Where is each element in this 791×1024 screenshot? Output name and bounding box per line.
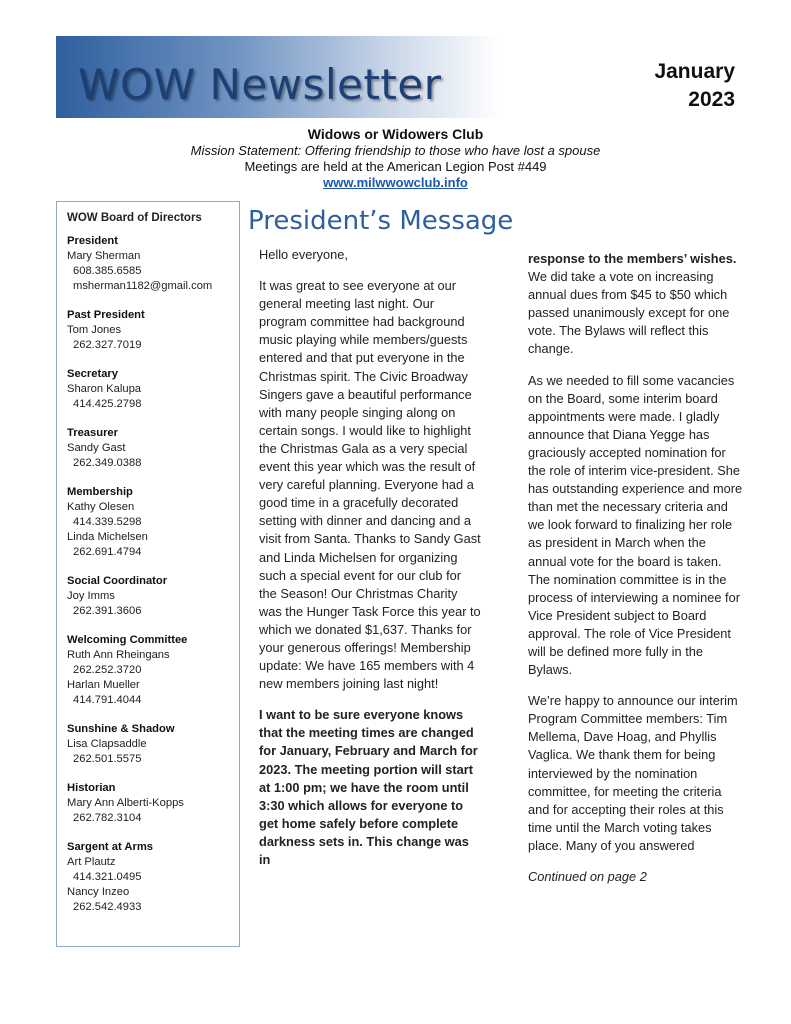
role-title: Treasurer (67, 427, 118, 439)
sidebar-title: WOW Board of Directors (67, 212, 202, 224)
role-title: Historian (67, 782, 116, 794)
board-role (67, 574, 239, 619)
member-name: Joy Imms (67, 590, 115, 602)
issue-year: 2023 (688, 88, 735, 111)
member-name: Ruth Ann Rheingans (67, 649, 170, 661)
member-name: Kathy Olesen (67, 501, 135, 513)
board-role (67, 308, 239, 353)
member-contact: 262.691.4794 (73, 546, 142, 558)
board-role (67, 234, 239, 294)
board-of-directors-sidebar (56, 201, 240, 947)
member-contact: 262.501.5575 (73, 753, 142, 765)
member-name: Sandy Gast (67, 442, 126, 454)
message-paragraph-1: It was great to see everyone at our general meeting last night. Our program committee had background music playing while members/guests entered and that put everyone in the Christmas spirit. The Civic Broadway Singers gave a beautiful performance with many people singing along on certain songs. I would like to highlight the Christmas Gala as a very special event this year which was the result of very careful planning. Everyone had a good time in a gracefully decorated setting with dinner and dancing and a visit from Santa. Thanks to Sandy Gast and Linda Michelsen for organizing such a special event for our club for the Season! Our Christmas Charity was the Hunger Task Force this year to which we donated $1,637. Thanks for your generous offerings! Membership update: We have 165 members with 4 new members joining last night! (259, 278, 481, 692)
newsletter-title: WOW Newsletter (78, 60, 442, 109)
message-column-left (259, 246, 481, 882)
role-title: Past President (67, 309, 145, 321)
board-role (67, 722, 239, 767)
member-contact: 414.425.2798 (73, 398, 142, 410)
member-contact: 414.339.5298 (73, 516, 142, 528)
member-contact: 262.542.4933 (73, 901, 142, 913)
greeting: Hello everyone, (259, 247, 348, 262)
role-title: Sargent at Arms (67, 841, 154, 853)
member-contact: 262.391.3606 (73, 605, 142, 617)
message-paragraph-3-bold: response to the members’ wishes. (528, 251, 737, 266)
website-link[interactable]: www.milwwowclub.info (323, 175, 468, 190)
member-contact: 262.252.3720 (73, 664, 142, 676)
role-title: Secretary (67, 368, 119, 380)
member-name: Linda Michelsen (67, 531, 148, 543)
role-title: Social Coordinator (67, 575, 168, 587)
board-role (67, 633, 239, 708)
member-name: Mary Ann Alberti-Kopps (67, 797, 184, 809)
board-role (67, 781, 239, 826)
continued-note: Continued on page 2 (528, 869, 647, 884)
role-title: President (67, 235, 118, 247)
member-name: Mary Sherman (67, 250, 141, 262)
board-role (67, 426, 239, 471)
member-contact: 414.791.4044 (73, 694, 142, 706)
message-paragraph-3: We did take a vote on increasing annual dues from $45 to $50 which passed unanimously except for one vote. The Bylaws will reflect this change. (528, 269, 730, 357)
mission-statement: Mission Statement: Offering friendship to those who have lost a spouse (190, 143, 601, 158)
newsletter-banner (56, 36, 500, 118)
member-contact: 262.327.7019 (73, 339, 142, 351)
member-name: Lisa Clapsaddle (67, 738, 147, 750)
board-roles-list (67, 234, 239, 915)
member-contact: msherman1182@gmail.com (73, 280, 213, 292)
member-contact: 262.782.3104 (73, 812, 142, 824)
member-name: Nancy Inzeo (67, 886, 130, 898)
club-name: Widows or Widowers Club (307, 126, 484, 142)
member-contact: 414.321.0495 (73, 871, 142, 883)
message-paragraph-5: We’re happy to announce our interim Program Committee members: Tim Mellema, Dave Hoag, and Phyllis Vaglica. We thank them for being interviewed by the nomination committee, for meeting the criteria and for accepting their roles at this time until the March voting takes place. Many of you answered (528, 693, 738, 853)
message-paragraph-4: As we needed to fill some vacancies on the Board, some interim board appointments were made. I gladly announce that Diana Yegge has graciously accepted nomination for the role of interim vice-president. She has outstanding experience and more than met the necessary criteria and we look forward to finalizing her role as president in March when the annual vote for the board is taken. The nomination committee is in the process of interviewing a nominee for Vice President subject to Board approval. The role of Vice President will be defined more fully in the Bylaws. (528, 372, 743, 678)
meeting-location: Meetings are held at the American Legion Post #449 (244, 159, 547, 174)
member-name: Tom Jones (67, 324, 122, 336)
message-column-right (528, 250, 746, 899)
board-role (67, 367, 239, 412)
role-title: Sunshine & Shadow (67, 723, 175, 735)
role-title: Welcoming Committee (67, 634, 188, 646)
board-role (67, 485, 239, 560)
role-title: Membership (67, 486, 133, 498)
member-name: Harlan Mueller (67, 679, 140, 691)
issue-month: January (654, 60, 735, 83)
member-name: Art Plautz (67, 856, 116, 868)
message-paragraph-meeting-times: I want to be sure everyone knows that the meeting times are changed for January, February and March for 2023. The meeting portion will start at 1:00 pm; we have the room until 3:30 which allows for everyone to get home safely before complete darkness sets in. This change was in (259, 707, 478, 867)
board-role (67, 840, 239, 915)
member-name: Sharon Kalupa (67, 383, 142, 395)
presidents-message-title: President’s Message (248, 206, 514, 236)
member-contact: 262.349.0388 (73, 457, 142, 469)
member-contact: 608.385.6585 (73, 265, 142, 277)
